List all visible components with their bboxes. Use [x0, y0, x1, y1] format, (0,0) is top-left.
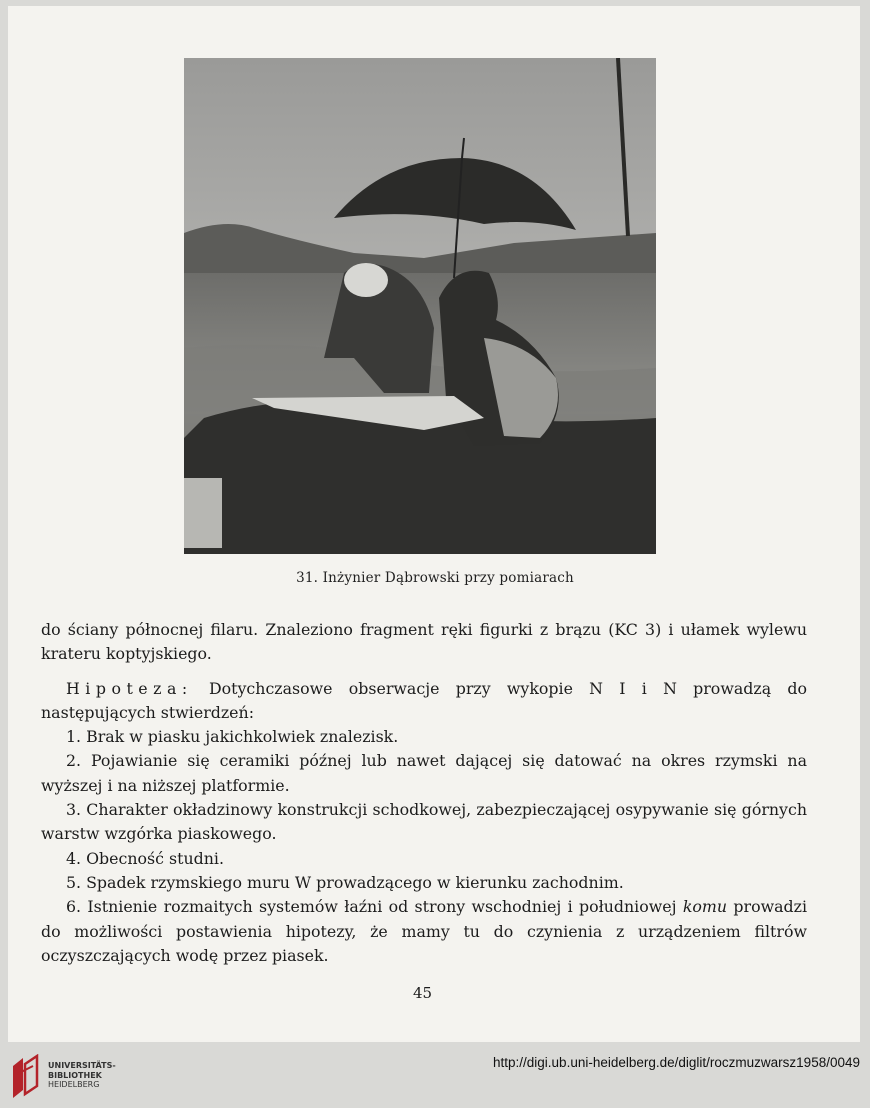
page-number: 45 — [412, 984, 433, 1002]
logo-line-1: UNIVERSITÄTS- — [48, 1061, 116, 1070]
list-item-1: 1. Brak w piasku jakichkolwiek znalezisk. — [66, 727, 399, 747]
main-text — [41, 618, 807, 968]
library-footer — [0, 1046, 870, 1108]
list-item-3: 3. Charakter okładzinowy konstrukcji schodkowej, zabezpieczającej osypywanie się górnych warstw wzgórka piaskowego. — [41, 800, 807, 844]
hypothesis-label: Hipoteza: — [66, 678, 193, 698]
hypothesis-text: Dotychczasowe obserwacje przy wykopie N I i N prowadzą do następujących stwierdzeń: — [41, 678, 807, 722]
list-item-2: 2. Pojawianie się ceramiki późnej lub nawet dającej się datować na okres rzymski na wyższej i na niższej platformie. — [41, 751, 807, 795]
figure-caption: 31. Inżynier Dąbrowski przy pomiarach — [296, 570, 574, 586]
logo-line-3: HEIDELBERG — [48, 1080, 100, 1089]
list-item-6-italic: komu — [682, 897, 728, 917]
source-url-link[interactable]: http://digi.ub.uni-heidelberg.de/diglit/roczmuzwarsz1958/0049 — [493, 1055, 860, 1070]
library-logo-icon — [9, 1054, 43, 1100]
library-logo-text — [48, 1061, 116, 1090]
list-item-6 — [41, 895, 807, 968]
hypothesis-paragraph — [41, 677, 807, 726]
paragraph-1 — [41, 618, 807, 667]
list-item-5: 5. Spadek rzymskiego muru W prowadzącego w kierunku zachodnim. — [66, 872, 624, 892]
list-item-6-text-a: 6. Istnienie rozmaitych systemów łaźni od strony wschodniej i południowej — [66, 897, 683, 917]
photograph-surveying — [184, 58, 656, 554]
list-item-4: 4. Obecność studni. — [66, 848, 224, 868]
list-item-6-text-b: prowadzi do możliwości postawienia hipotezy, że mamy tu do czynienia z urządzeniem filtrów oczyszczających wodę przez piasek. — [41, 897, 808, 965]
paragraph-1-text: do ściany północnej filaru. Znaleziono fragment ręki figurki z brązu (KC 3) i ułamek wylewu krateru koptyjskiego. — [41, 620, 807, 664]
logo-line-2: BIBLIOTHEK — [48, 1070, 102, 1080]
